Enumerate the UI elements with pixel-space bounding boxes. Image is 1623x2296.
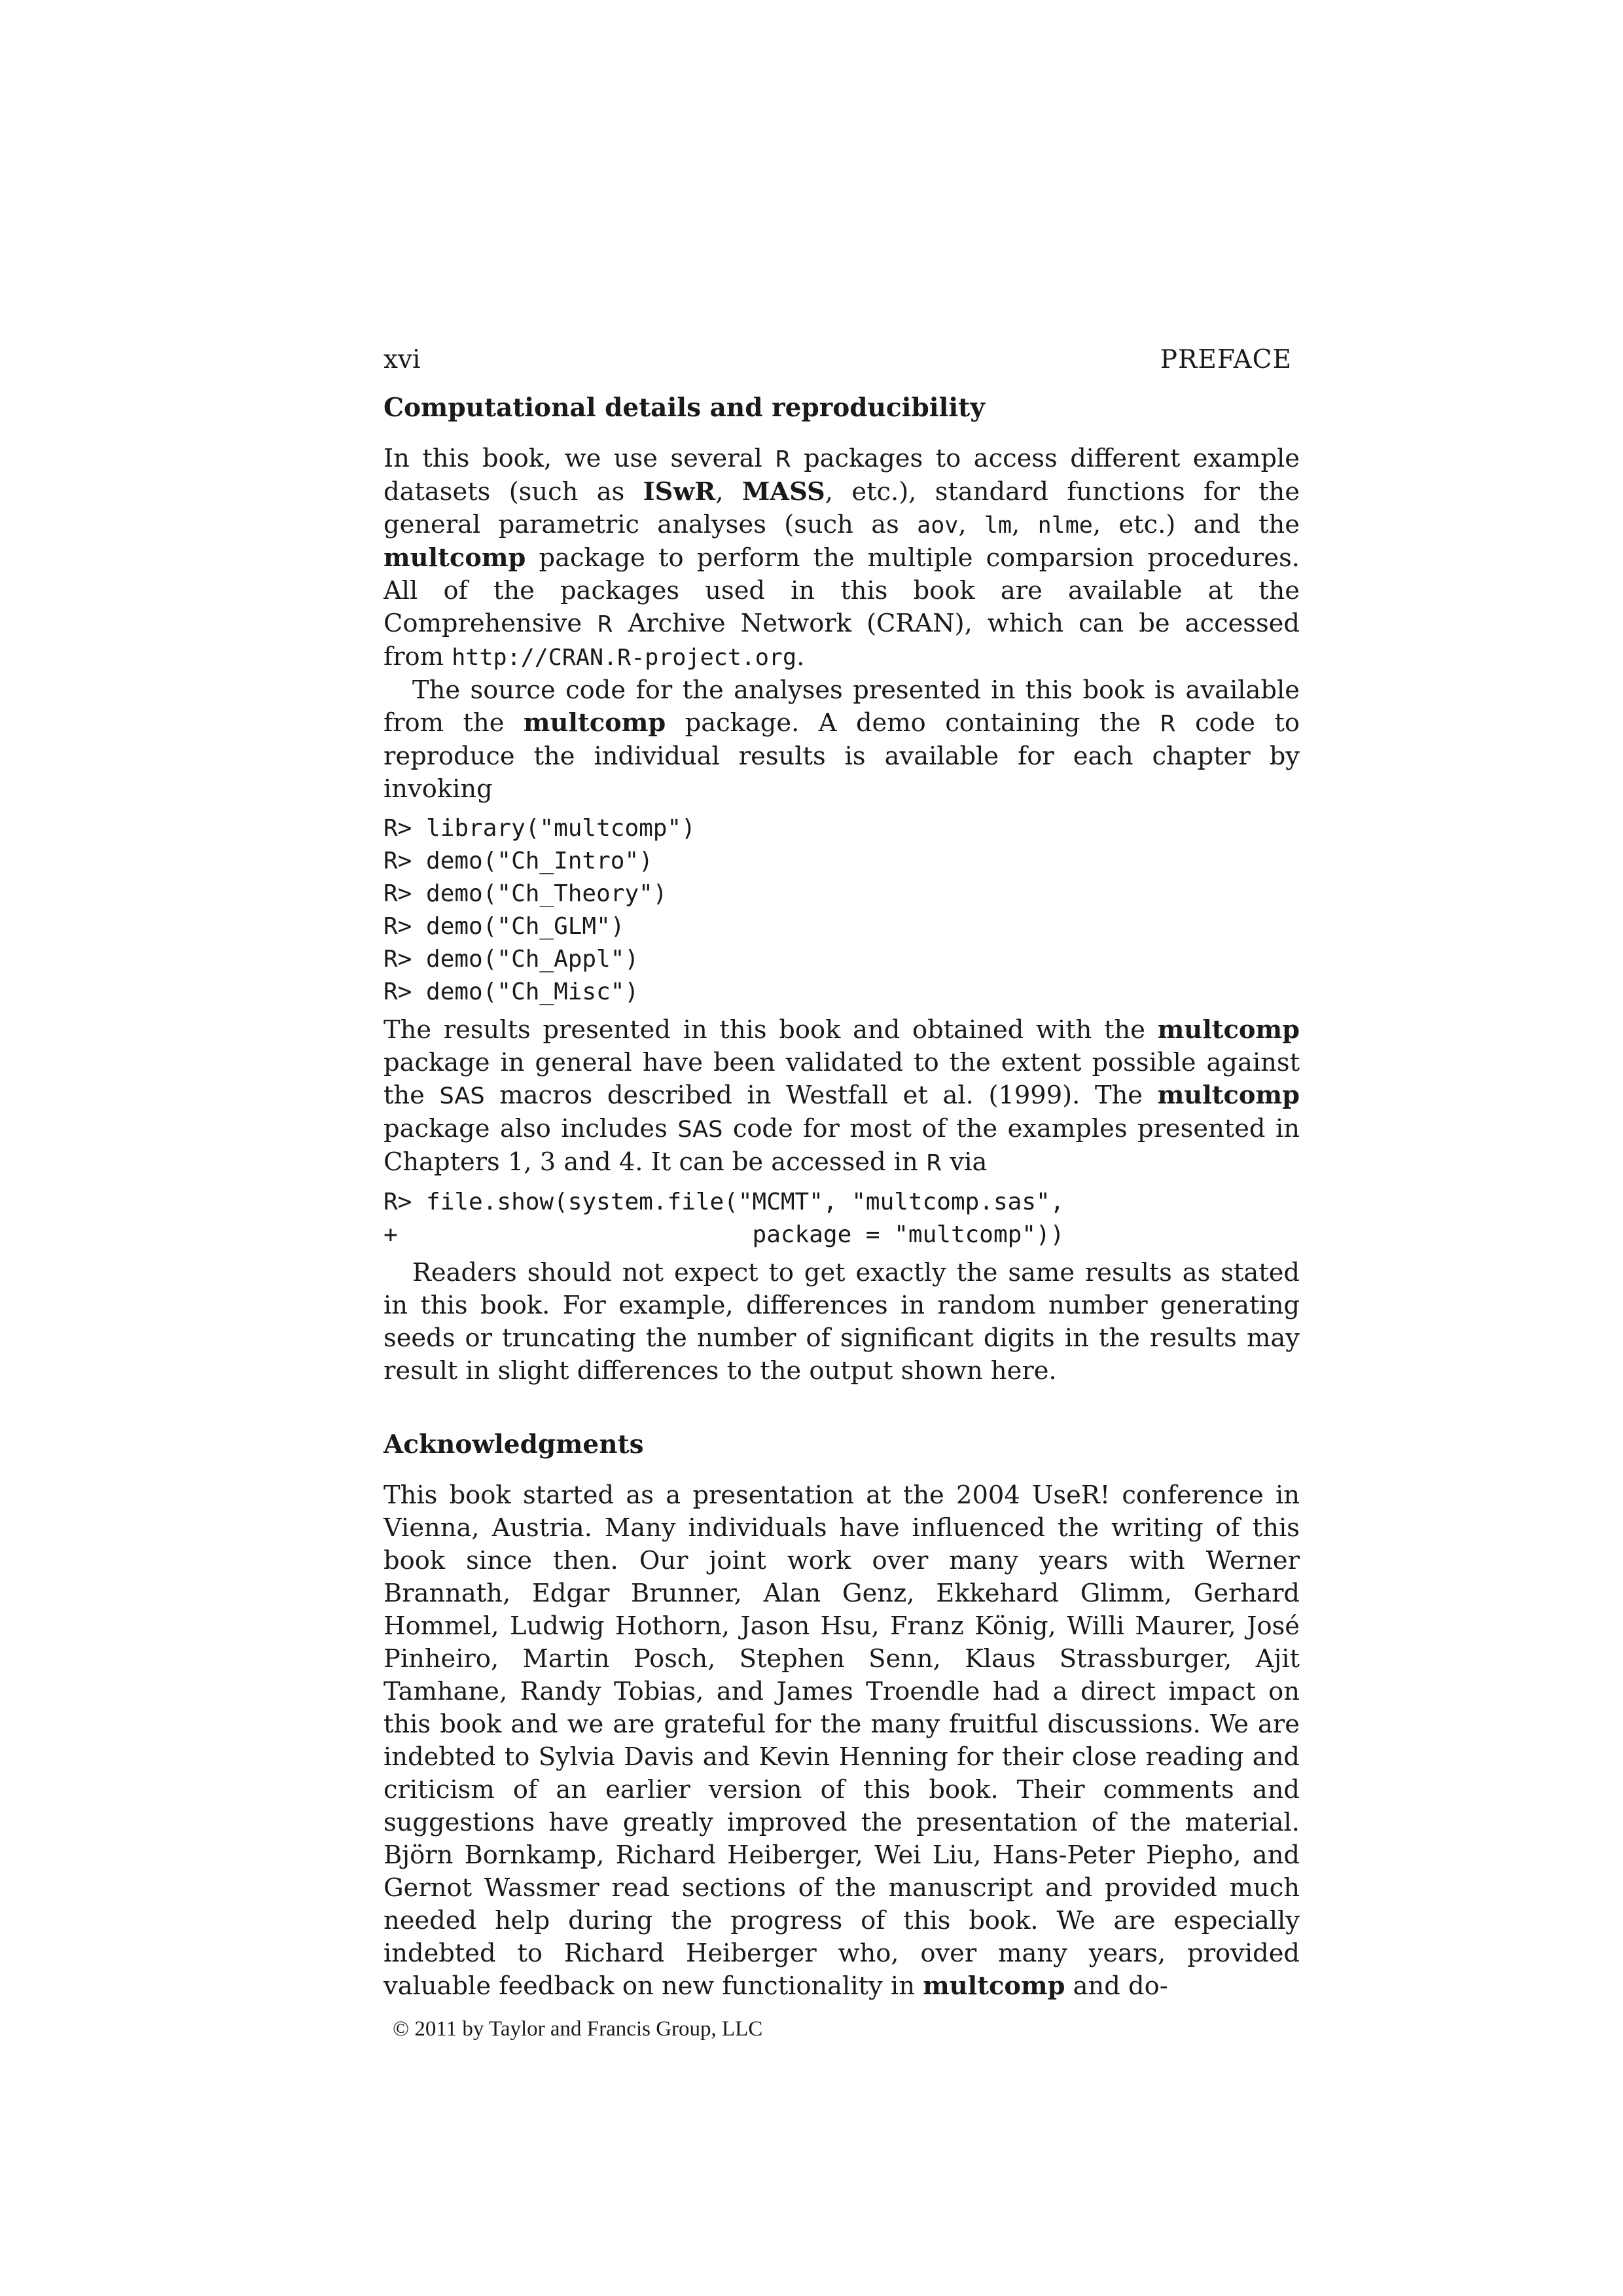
paragraph-source-code <box>383 674 1300 806</box>
text-run: and do- <box>1065 1971 1168 2001</box>
paragraph-validation <box>383 1014 1300 1179</box>
code-aov: aov <box>917 512 959 539</box>
text-run: code for most of the examples presented in Chapters 1, 3 and 4. It can be accessed in <box>383 1114 1300 1177</box>
text-run: . <box>796 642 805 672</box>
r-name: R <box>775 446 791 473</box>
sas-name: SAS <box>439 1083 485 1109</box>
text-run: This book started as a presentation at the 2004 UseR! conference in Vienna, Austria. Many individuals have influenced the writing of this book since then. Our joint work over many years with Werner Brannath, Edgar Brunner, Alan Genz, Ekkehard Glimm, Gerhard Hommel, Ludwig Hothorn, Jason Hsu, Franz König, Willi Maurer, José Pinheiro, Martin Posch, Stephen Senn, Klaus Strassburger, Ajit Tamhane, Randy Tobias, and James Troendle had a direct impact on this book and we are grateful for the many fruitful discussions. We are indebted to Sylvia Davis and Kevin Henning for their close reading and criticism of an earlier version of this book. Their comments and suggestions have greatly improved the presentation of the material. Björn Bornkamp, Richard Heiberger, Wei Liu, Hans-Peter Piepho, and Gernot Wassmer read sections of the manuscript and provided much needed help during the progress of this book. We are especially indebted to Richard Heiberger who, over many years, provided valuable feedback on new functionality in <box>383 1480 1300 2001</box>
paragraph-packages <box>383 442 1300 674</box>
running-head <box>383 340 1300 380</box>
cran-url: http://CRAN.R-project.org <box>452 645 797 671</box>
text-run: package. A demo containing the <box>666 708 1160 738</box>
paragraph-readers: Readers should not expect to get exactly the same results as stated in this book. For example, differences in random number generating seeds or truncating the number of significant digits in the results may result in slight differences to the output shown here. <box>383 1258 1300 1386</box>
text-run: via <box>942 1147 988 1177</box>
text-run: package in general have been validated to the extent possible against the <box>383 1048 1300 1110</box>
code-line: R> demo("Ch_Intro") <box>383 848 653 874</box>
code-nlme: nlme <box>1037 512 1093 539</box>
code-line: R> demo("Ch_Misc") <box>383 978 639 1005</box>
text-run: packages to access different example datasets (such as <box>383 444 1300 507</box>
r-name: R <box>925 1150 942 1176</box>
code-lm: lm <box>984 512 1012 539</box>
package-name-multcomp: multcomp <box>923 1971 1065 2001</box>
text-run: Archive Network (CRAN), which can be accessed from <box>383 609 1300 672</box>
paragraph-acknowledgments <box>383 1479 1300 2003</box>
r-name: R <box>597 611 613 637</box>
page-body <box>383 340 1300 2003</box>
code-block-demos <box>383 812 1300 1009</box>
code-block-sas <box>383 1186 1300 1251</box>
package-name-iswr: ISwR <box>643 477 716 507</box>
text-run: package to perform the multiple comparsion procedures. All of the packages used in this book are available at the Comprehensive <box>383 543 1300 638</box>
page-number: xvi <box>383 345 421 374</box>
code-line: R> demo("Ch_Appl") <box>383 946 639 973</box>
code-line: R> demo("Ch_GLM") <box>383 913 625 940</box>
text-run: , <box>1012 510 1038 539</box>
copyright-notice: © 2011 by Taylor and Francis Group, LLC <box>393 2017 763 2041</box>
text-run: The source code for the analyses presented in this book is available from the <box>383 675 1300 738</box>
package-name-multcomp: multcomp <box>523 708 666 738</box>
r-name: R <box>1160 711 1176 737</box>
text-run: package also includes <box>383 1114 678 1143</box>
text-run: code to reproduce the individual results is available for each chapter by invoking <box>383 708 1300 804</box>
text-run: , etc.) and the <box>1092 510 1300 539</box>
section-heading-computational: Computational details and reproducibility <box>383 393 985 423</box>
package-name-mass: MASS <box>741 477 825 507</box>
code-line: R> demo("Ch_Theory") <box>383 880 668 907</box>
running-title: PREFACE <box>1160 345 1292 374</box>
code-line: R> library("multcomp") <box>383 815 696 842</box>
package-name-multcomp: multcomp <box>383 543 526 573</box>
sas-name: SAS <box>677 1117 723 1143</box>
package-name-multcomp: multcomp <box>1157 1015 1300 1045</box>
code-line: R> file.show(system.file("MCMT", "multcomp.sas", <box>383 1189 1065 1215</box>
text-run: , etc.), standard functions for the general parametric analyses (such as <box>383 477 1300 539</box>
code-line: + package = "multcomp")) <box>383 1221 1065 1248</box>
section-heading-acknowledgments: Acknowledgments <box>383 1429 644 1460</box>
package-name-multcomp: multcomp <box>1157 1081 1300 1110</box>
text-run: , <box>715 477 742 507</box>
text-run: macros described in Westfall et al. (1999). The <box>484 1081 1158 1110</box>
text-run: In this book, we use several <box>383 444 776 473</box>
text-run: The results presented in this book and obtained with the <box>383 1015 1158 1045</box>
text-run: , <box>958 510 984 539</box>
